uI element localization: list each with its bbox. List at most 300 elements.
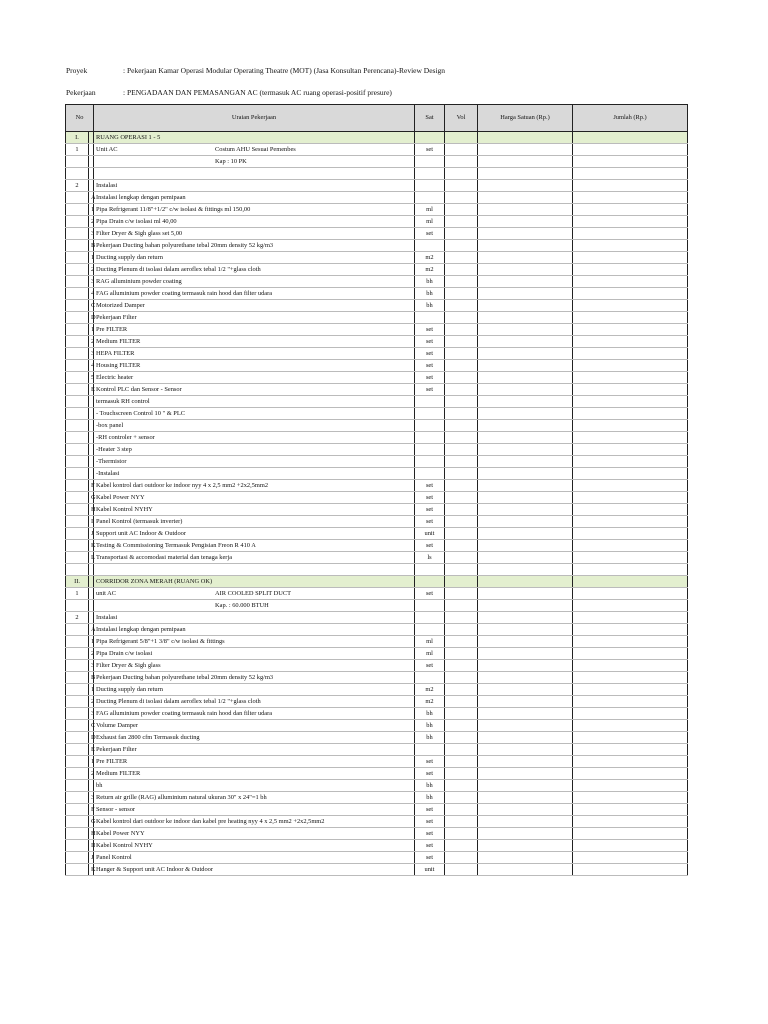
cell-sub: E	[89, 384, 94, 396]
cell-sub: H	[89, 504, 94, 516]
cell-no	[66, 156, 89, 168]
uraian-text: Medium FILTER	[96, 770, 141, 777]
cell-jumlah	[573, 768, 688, 780]
cell-sub: 1	[89, 636, 94, 648]
cell-no: 1	[66, 588, 89, 600]
cell-jumlah	[573, 192, 688, 204]
cell-jumlah	[573, 864, 688, 876]
cell-jumlah	[573, 552, 688, 564]
cell-vol	[445, 300, 478, 312]
cell-vol	[445, 168, 478, 180]
cell-jumlah	[573, 456, 688, 468]
cell-uraian	[94, 756, 415, 768]
cell-sub: A	[89, 624, 94, 636]
cell-uraian	[94, 396, 415, 408]
cell-uraian	[94, 576, 415, 588]
cell-sub: 1	[89, 756, 94, 768]
cell-sat: bh	[415, 708, 445, 720]
cell-sub: C	[89, 300, 94, 312]
cell-harga	[478, 816, 573, 828]
cell-vol	[445, 852, 478, 864]
cell-no	[66, 228, 89, 240]
proyek-label: Proyek	[66, 66, 88, 75]
cell-sat: set	[415, 480, 445, 492]
cell-uraian	[94, 708, 415, 720]
cell-no	[66, 672, 89, 684]
uraian-text: -box panel	[96, 422, 124, 429]
cell-harga	[478, 660, 573, 672]
uraian-text: RUANG OPERASI 1 - 5	[96, 134, 161, 141]
cell-no	[66, 780, 89, 792]
header-vol: Vol	[445, 105, 478, 132]
cell-jumlah	[573, 480, 688, 492]
cell-sub: 2	[89, 648, 94, 660]
cell-uraian	[94, 168, 415, 180]
cell-harga	[478, 504, 573, 516]
cell-vol	[445, 600, 478, 612]
cell-vol	[445, 864, 478, 876]
cell-sat: set	[415, 768, 445, 780]
cell-vol	[445, 816, 478, 828]
cell-harga	[478, 180, 573, 192]
cell-jumlah	[573, 276, 688, 288]
table-row	[66, 432, 688, 444]
table-row	[66, 840, 688, 852]
uraian-text: bh	[96, 782, 103, 789]
table-row	[66, 780, 688, 792]
table-row	[66, 756, 688, 768]
cell-jumlah	[573, 240, 688, 252]
cell-vol	[445, 828, 478, 840]
uraian-text: Filter Dryer & Sigh glass	[96, 662, 161, 669]
cell-harga	[478, 444, 573, 456]
cell-sub: II	[89, 840, 94, 852]
uraian-text: Instalasi lengkap dengan pemipaan	[96, 626, 186, 633]
cell-uraian	[94, 720, 415, 732]
cell-vol	[445, 384, 478, 396]
cell-no	[66, 744, 89, 756]
cell-sat: ml	[415, 204, 445, 216]
uraian-text: Kabel Power NYY	[96, 830, 145, 837]
cell-uraian	[94, 372, 415, 384]
cell-harga	[478, 384, 573, 396]
cell-vol	[445, 804, 478, 816]
cell-harga	[478, 336, 573, 348]
cell-sub: 1	[89, 204, 94, 216]
cell-harga	[478, 576, 573, 588]
cell-harga	[478, 396, 573, 408]
cell-vol	[445, 756, 478, 768]
cell-sub: 3	[89, 660, 94, 672]
cell-no	[66, 444, 89, 456]
cell-jumlah	[573, 132, 688, 144]
cell-sat: ml	[415, 648, 445, 660]
cell-jumlah	[573, 528, 688, 540]
uraian-spec: Kap. : 60.000 BTUH	[215, 602, 269, 609]
cell-harga	[478, 324, 573, 336]
cell-harga	[478, 132, 573, 144]
cell-uraian	[94, 828, 415, 840]
cell-jumlah	[573, 408, 688, 420]
cell-no	[66, 288, 89, 300]
cell-jumlah	[573, 660, 688, 672]
cell-no	[66, 384, 89, 396]
uraian-text: -Heater 3 step	[96, 446, 132, 453]
cell-uraian	[94, 336, 415, 348]
table-row	[66, 444, 688, 456]
cell-no	[66, 636, 89, 648]
cell-harga	[478, 720, 573, 732]
uraian-text: Kabel kontrol dari outdoor ke indoor nyy 4 x 2,5 mm2 +2x2,5mm2	[96, 482, 269, 489]
cell-sat: set	[415, 588, 445, 600]
cell-harga	[478, 648, 573, 660]
cell-jumlah	[573, 588, 688, 600]
cell-uraian	[94, 384, 415, 396]
cell-sat: set	[415, 144, 445, 156]
cell-harga	[478, 756, 573, 768]
uraian-text: Motorized Damper	[96, 302, 145, 309]
cell-sat	[415, 468, 445, 480]
uraian-text: Testing & Commissioning Termasuk Pengisian Freon R 410 A	[96, 542, 256, 549]
cell-harga	[478, 168, 573, 180]
cell-jumlah	[573, 264, 688, 276]
cell-uraian	[94, 768, 415, 780]
cell-uraian	[94, 696, 415, 708]
cell-uraian	[94, 504, 415, 516]
cell-uraian	[94, 156, 415, 168]
cell-jumlah	[573, 840, 688, 852]
cell-sub: 2	[89, 216, 94, 228]
cell-jumlah	[573, 636, 688, 648]
uraian-text: Unit AC	[96, 146, 118, 153]
cell-uraian	[94, 612, 415, 624]
table-row	[66, 324, 688, 336]
cell-jumlah	[573, 468, 688, 480]
cell-vol	[445, 840, 478, 852]
cell-harga	[478, 732, 573, 744]
cell-harga	[478, 348, 573, 360]
cell-no	[66, 564, 89, 576]
cell-no	[66, 708, 89, 720]
table-row	[66, 648, 688, 660]
table-row	[66, 636, 688, 648]
cell-harga	[478, 672, 573, 684]
cell-harga	[478, 636, 573, 648]
cell-harga	[478, 852, 573, 864]
table-row	[66, 348, 688, 360]
cell-no	[66, 324, 89, 336]
cell-no	[66, 276, 89, 288]
table-row	[66, 732, 688, 744]
table-row	[66, 300, 688, 312]
cell-jumlah	[573, 372, 688, 384]
cell-sub: 2	[89, 768, 94, 780]
cell-no: 2	[66, 180, 89, 192]
table-row	[66, 144, 688, 156]
cell-harga	[478, 828, 573, 840]
uraian-text: Kontrol PLC dan Sensor - Sensor	[96, 386, 182, 393]
cell-jumlah	[573, 312, 688, 324]
header-jumlah: Jumlah (Rp.)	[573, 105, 688, 132]
cell-uraian	[94, 444, 415, 456]
cell-no	[66, 336, 89, 348]
uraian-text: Panel Kontrol (termasuk inverter)	[96, 518, 183, 525]
cell-harga	[478, 240, 573, 252]
cell-sat: set	[415, 804, 445, 816]
cell-jumlah	[573, 432, 688, 444]
cell-vol	[445, 348, 478, 360]
uraian-text: Pekerjaan Filter	[96, 314, 137, 321]
cell-no	[66, 720, 89, 732]
cell-no	[66, 528, 89, 540]
cell-sub: 1	[89, 684, 94, 696]
uraian-text: Ducting Plenum di isolasi dalam aeroflex tebal 1/2 "+glass cloth	[96, 266, 261, 273]
cell-vol	[445, 528, 478, 540]
cell-no	[66, 372, 89, 384]
cell-uraian	[94, 192, 415, 204]
table-row	[66, 816, 688, 828]
cell-jumlah	[573, 852, 688, 864]
cell-vol	[445, 444, 478, 456]
table-row	[66, 744, 688, 756]
table-row	[66, 336, 688, 348]
cell-sat: set	[415, 336, 445, 348]
table-row	[66, 528, 688, 540]
cell-sat: bh	[415, 720, 445, 732]
cell-uraian	[94, 732, 415, 744]
cell-vol	[445, 540, 478, 552]
cell-sat	[415, 564, 445, 576]
cell-harga	[478, 612, 573, 624]
cell-sat: set	[415, 372, 445, 384]
cell-vol	[445, 648, 478, 660]
cell-sub: C	[89, 720, 94, 732]
uraian-text: Pipa Drain c/w isolasi ml 40,00	[96, 218, 177, 225]
table-row	[66, 384, 688, 396]
table-row	[66, 696, 688, 708]
table-row	[66, 204, 688, 216]
uraian-text: Ducting Plenum di isolasi dalam aeroflex tebal 1/2 "+glass cloth	[96, 698, 261, 705]
table-row	[66, 504, 688, 516]
cell-jumlah	[573, 300, 688, 312]
cell-jumlah	[573, 720, 688, 732]
table-row	[66, 540, 688, 552]
table-row	[66, 516, 688, 528]
cell-uraian	[94, 144, 415, 156]
cell-sat	[415, 432, 445, 444]
cell-sat	[415, 180, 445, 192]
cell-vol	[445, 432, 478, 444]
cell-no	[66, 300, 89, 312]
cell-sub: K	[89, 864, 94, 876]
table-row	[66, 768, 688, 780]
cell-uraian	[94, 816, 415, 828]
cell-no	[66, 348, 89, 360]
cell-uraian	[94, 564, 415, 576]
cell-uraian	[94, 852, 415, 864]
cell-no	[66, 492, 89, 504]
uraian-text: Kabel kontrol dari outdoor ke indoor dan kabel pre heating nyy 4 x 2,5 mm2 +2x2,5mm2	[96, 818, 325, 825]
cell-jumlah	[573, 612, 688, 624]
cell-uraian	[94, 264, 415, 276]
cell-jumlah	[573, 444, 688, 456]
uraian-text: unit AC	[96, 590, 117, 597]
uraian-text: Pekerjaan Ducting bahan polyurethane tebal 20mm density 52 kg/m3	[96, 242, 274, 249]
cell-no	[66, 420, 89, 432]
cell-jumlah	[573, 492, 688, 504]
cell-vol	[445, 396, 478, 408]
table-row	[66, 804, 688, 816]
cell-sub: I	[89, 516, 94, 528]
table-row	[66, 456, 688, 468]
cell-harga	[478, 372, 573, 384]
cell-no	[66, 396, 89, 408]
uraian-text: HEPA FILTER	[96, 350, 135, 357]
cell-vol	[445, 156, 478, 168]
table-row	[66, 852, 688, 864]
uraian-text: Sensor - sensor	[96, 806, 136, 813]
cell-harga	[478, 156, 573, 168]
cell-no	[66, 192, 89, 204]
cell-no	[66, 480, 89, 492]
cell-uraian	[94, 528, 415, 540]
table-row	[66, 312, 688, 324]
table-row	[66, 612, 688, 624]
cell-sat: bh	[415, 288, 445, 300]
cell-sat: ls	[415, 552, 445, 564]
cell-harga	[478, 780, 573, 792]
cell-uraian	[94, 216, 415, 228]
table-row	[66, 792, 688, 804]
table-row	[66, 588, 688, 600]
table-row	[66, 240, 688, 252]
cell-no	[66, 312, 89, 324]
cell-uraian	[94, 780, 415, 792]
cell-no	[66, 864, 89, 876]
uraian-text: Return air grille (RAG) alluminium natural ukuran 30" x 24"=1 bh	[96, 794, 267, 801]
cell-no	[66, 852, 89, 864]
cell-sub: F	[89, 480, 94, 492]
uraian-text: Instalasi	[96, 182, 118, 189]
cell-jumlah	[573, 228, 688, 240]
uraian-text: Instalasi lengkap dengan pemipaan	[96, 194, 186, 201]
cell-jumlah	[573, 180, 688, 192]
cell-sub: G	[89, 816, 94, 828]
cell-harga	[478, 864, 573, 876]
uraian-text: Pre FILTER	[96, 326, 128, 333]
cell-no	[66, 516, 89, 528]
uraian-text: -Instalasi	[96, 470, 120, 477]
cell-vol	[445, 408, 478, 420]
cell-jumlah	[573, 600, 688, 612]
cell-uraian	[94, 684, 415, 696]
table-row	[66, 864, 688, 876]
cell-no	[66, 756, 89, 768]
cell-harga	[478, 468, 573, 480]
cell-vol	[445, 144, 478, 156]
cell-sat: unit	[415, 864, 445, 876]
cell-harga	[478, 192, 573, 204]
cell-no	[66, 552, 89, 564]
uraian-text: Ducting supply dan return	[96, 686, 163, 693]
cell-vol	[445, 216, 478, 228]
table-row	[66, 396, 688, 408]
cell-uraian	[94, 204, 415, 216]
header-uraian: Uraian Pekerjaan	[94, 105, 415, 132]
cell-vol	[445, 468, 478, 480]
cell-no	[66, 828, 89, 840]
cell-sat: m2	[415, 684, 445, 696]
cell-no	[66, 816, 89, 828]
cell-jumlah	[573, 648, 688, 660]
cell-sub: K	[89, 540, 94, 552]
cell-uraian	[94, 636, 415, 648]
cell-uraian	[94, 744, 415, 756]
cell-no	[66, 624, 89, 636]
cell-sat: m2	[415, 696, 445, 708]
cell-sub: 3	[89, 348, 94, 360]
cell-uraian	[94, 840, 415, 852]
cell-harga	[478, 300, 573, 312]
cell-harga	[478, 792, 573, 804]
cell-no	[66, 468, 89, 480]
cell-sat	[415, 168, 445, 180]
cell-sub: 4	[89, 360, 94, 372]
cell-sat	[415, 192, 445, 204]
cell-uraian	[94, 600, 415, 612]
uraian-text: Instalasi	[96, 614, 118, 621]
table-row	[66, 480, 688, 492]
cell-vol	[445, 288, 478, 300]
cell-uraian	[94, 516, 415, 528]
cell-uraian	[94, 420, 415, 432]
cell-uraian	[94, 360, 415, 372]
cell-uraian	[94, 432, 415, 444]
cell-jumlah	[573, 324, 688, 336]
table-row	[66, 660, 688, 672]
cell-harga	[478, 312, 573, 324]
cell-vol	[445, 672, 478, 684]
uraian-text: FAG alluminium powder coating termasuk rain hood dan filter udara	[96, 290, 273, 297]
cell-jumlah	[573, 348, 688, 360]
proyek-value: : Pekerjaan Kamar Operasi Modular Operating Theatre (MOT) (Jasa Konsultan Perencana)-Review Design	[123, 66, 446, 75]
cell-no	[66, 840, 89, 852]
cell-jumlah	[573, 420, 688, 432]
table-row	[66, 264, 688, 276]
cell-vol	[445, 420, 478, 432]
cell-vol	[445, 492, 478, 504]
uraian-text: Pre FILTER	[96, 758, 128, 765]
uraian-spec: Kap : 10 PK	[215, 158, 247, 165]
cell-jumlah	[573, 168, 688, 180]
table-row	[66, 276, 688, 288]
cell-sat	[415, 396, 445, 408]
cell-sub: 5	[89, 372, 94, 384]
table-row	[66, 684, 688, 696]
cell-uraian	[94, 660, 415, 672]
cell-sat	[415, 744, 445, 756]
cell-sub: G	[89, 492, 94, 504]
table-row	[66, 720, 688, 732]
cell-no	[66, 684, 89, 696]
uraian-text: termasuk RH control	[96, 398, 150, 405]
cell-sub: J	[89, 528, 94, 540]
cell-no	[66, 792, 89, 804]
cell-jumlah	[573, 756, 688, 768]
uraian-text: Housing FILTER	[96, 362, 141, 369]
cell-sat	[415, 576, 445, 588]
cell-harga	[478, 588, 573, 600]
